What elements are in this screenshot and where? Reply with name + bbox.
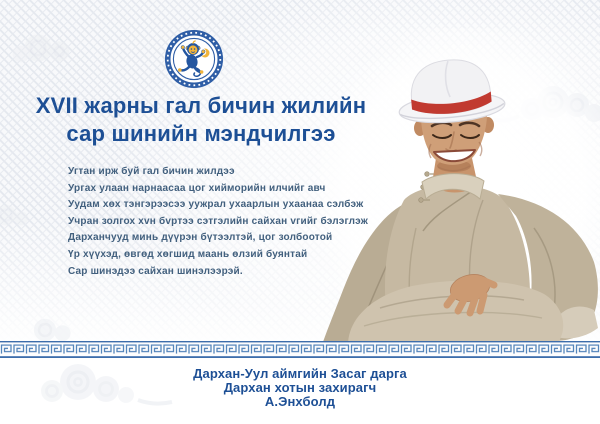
poem-line: Ургах улаан нарнаасаа цог хийморийн илчийг авч	[68, 182, 326, 194]
meander-border	[0, 341, 600, 358]
signature-block	[0, 367, 600, 409]
signature-line-2: Дархан хотын захирагч	[223, 380, 377, 395]
poem-line: Угтан ирж буй гал бичин жилдээ	[68, 166, 235, 177]
poem-line: Уудам хөх тэнгэрээсээ уужрал ухаарлын ухаанаа сэлбэж	[68, 199, 364, 211]
poem-line: Учран золгох хvн бvртээ сэтгэлийн сайхан vгийг бэлэглэж	[68, 215, 369, 227]
greeting-poem	[68, 164, 368, 280]
title-line-2: сар шинийн мэндчилгээ	[66, 121, 336, 146]
poem-line: Дарханчууд минь дүүрэн бүтээлтэй, цог золбоотой	[68, 232, 333, 244]
poster-title	[0, 92, 402, 148]
poem-line: Сар шинэдээ сайхан шинэлээрэй.	[68, 265, 243, 277]
poem-line: Үр хүүхэд, өвгөд хөгшид маань өлзий буянтай	[68, 248, 308, 260]
signature-line-1: Дархан-Уул аймгийн Засаг дарга	[193, 366, 407, 381]
title-line-1: XVII жарны гал бичин жилийн	[35, 93, 367, 118]
signature-line-3: А.Энхболд	[264, 394, 336, 409]
zodiac-emblem	[165, 30, 223, 88]
